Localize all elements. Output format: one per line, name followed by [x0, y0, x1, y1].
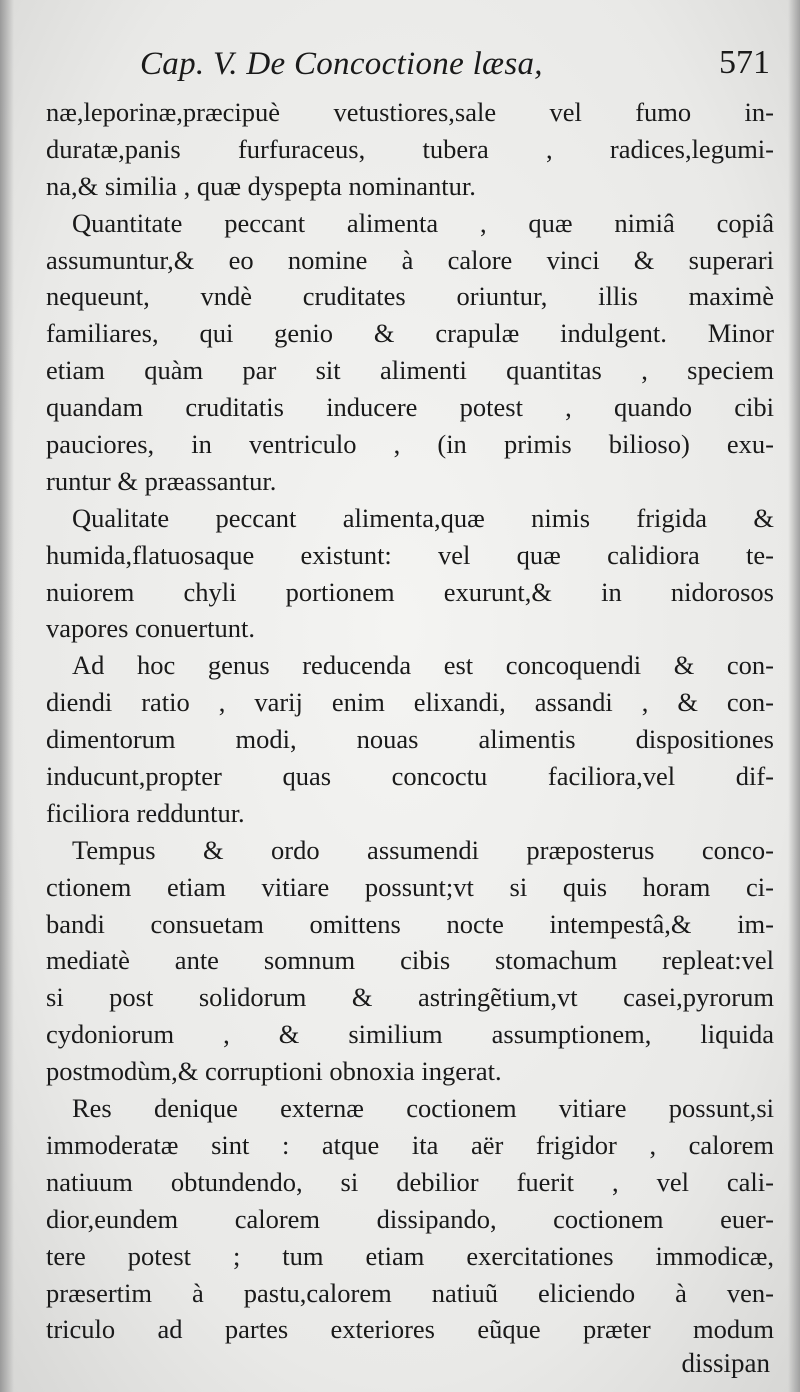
text-line: pauciores, in ventriculo , (in primis bilioso) exu-: [46, 429, 774, 460]
text-line: Quantitate peccant alimenta , quæ nimiâ copiâ: [72, 207, 774, 238]
text-line: ctionem etiam vitiare possunt;vt si quis horam ci-: [46, 871, 774, 902]
text-line: dior,eundem calorem dissipando, coctionem euer-: [46, 1203, 774, 1234]
text-line: postmodùm,& corruptioni obnoxia ingerat.: [46, 1056, 502, 1087]
catchword: dissipan: [681, 1348, 770, 1378]
text-line: cydoniorum , & similium assumptionem, liquida: [46, 1019, 774, 1050]
text-line: runtur & præassantur.: [46, 465, 277, 496]
text-line: tere potest ; tum etiam exercitationes immodicæ,: [46, 1240, 774, 1271]
text-line: nuiorem chyli portionem exurunt,& in nidorosos: [46, 576, 774, 607]
text-line: diendi ratio , varij enim elixandi, assandi , & con-: [46, 687, 774, 718]
text-line: præsertim à pastu,calorem natiuũ eliciendo à ven-: [46, 1277, 774, 1308]
text-line: Ad hoc genus reducenda est concoquendi & con-: [72, 650, 774, 681]
page-shadow-left: [0, 0, 14, 1392]
text-line: Tempus & ordo assumendi præposterus conco-: [72, 834, 774, 865]
text-line: nequeunt, vndè cruditates oriuntur, illis maximè: [46, 281, 774, 312]
text-line: bandi consuetam omittens nocte intempestâ,& im-: [46, 908, 774, 939]
page-header: [0, 40, 800, 90]
text-line: triculo ad partes exteriores eũque præter modum: [46, 1314, 774, 1345]
page-number: 571: [719, 44, 770, 81]
running-head: Cap. V. De Concoctione læsa,: [140, 46, 543, 82]
text-line: etiam quàm par sit alimenti quantitas , speciem: [46, 355, 774, 386]
text-line: Qualitate peccant alimenta,quæ nimis frigida &: [72, 502, 774, 533]
text-line: familiares, qui genio & crapulæ indulgent. Minor: [46, 318, 774, 349]
text-line: si post solidorum & astringẽtium,vt casei,pyrorum: [46, 982, 774, 1013]
text-line: inducunt,propter quas concoctu faciliora,vel dif-: [46, 761, 774, 792]
text-line: na,& similia , quæ dyspepta nominantur.: [46, 170, 476, 201]
text-line: assumuntur,& eo nomine à calore vinci & superari: [46, 244, 774, 275]
text-line: næ,leporinæ,præcipuè vetustiores,sale vel fumo in-: [46, 97, 774, 127]
text-line: dimentorum modi, nouas alimentis dispositiones: [46, 724, 774, 755]
page-shadow-right: [788, 0, 800, 1392]
body-text: [46, 94, 774, 1348]
text-line: quandam cruditatis inducere potest , quando cibi: [46, 392, 774, 423]
text-line: vapores conuertunt.: [46, 613, 255, 644]
text-line: natiuum obtundendo, si debilior fuerit , vel cali-: [46, 1166, 774, 1197]
text-line: immoderatæ sint : atque ita aër frigidor , calorem: [46, 1129, 774, 1160]
text-line: ficiliora redduntur.: [46, 797, 245, 828]
text-line: Res denique externæ coctionem vitiare possunt,si: [72, 1093, 774, 1124]
text-line: mediatè ante somnum cibis stomachum repleat:vel: [46, 945, 774, 976]
text-line: humida,flatuosaque existunt: vel quæ calidiora te-: [46, 539, 774, 570]
text-line: duratæ,panis furfuraceus, tubera , radices,legumi-: [46, 133, 774, 164]
